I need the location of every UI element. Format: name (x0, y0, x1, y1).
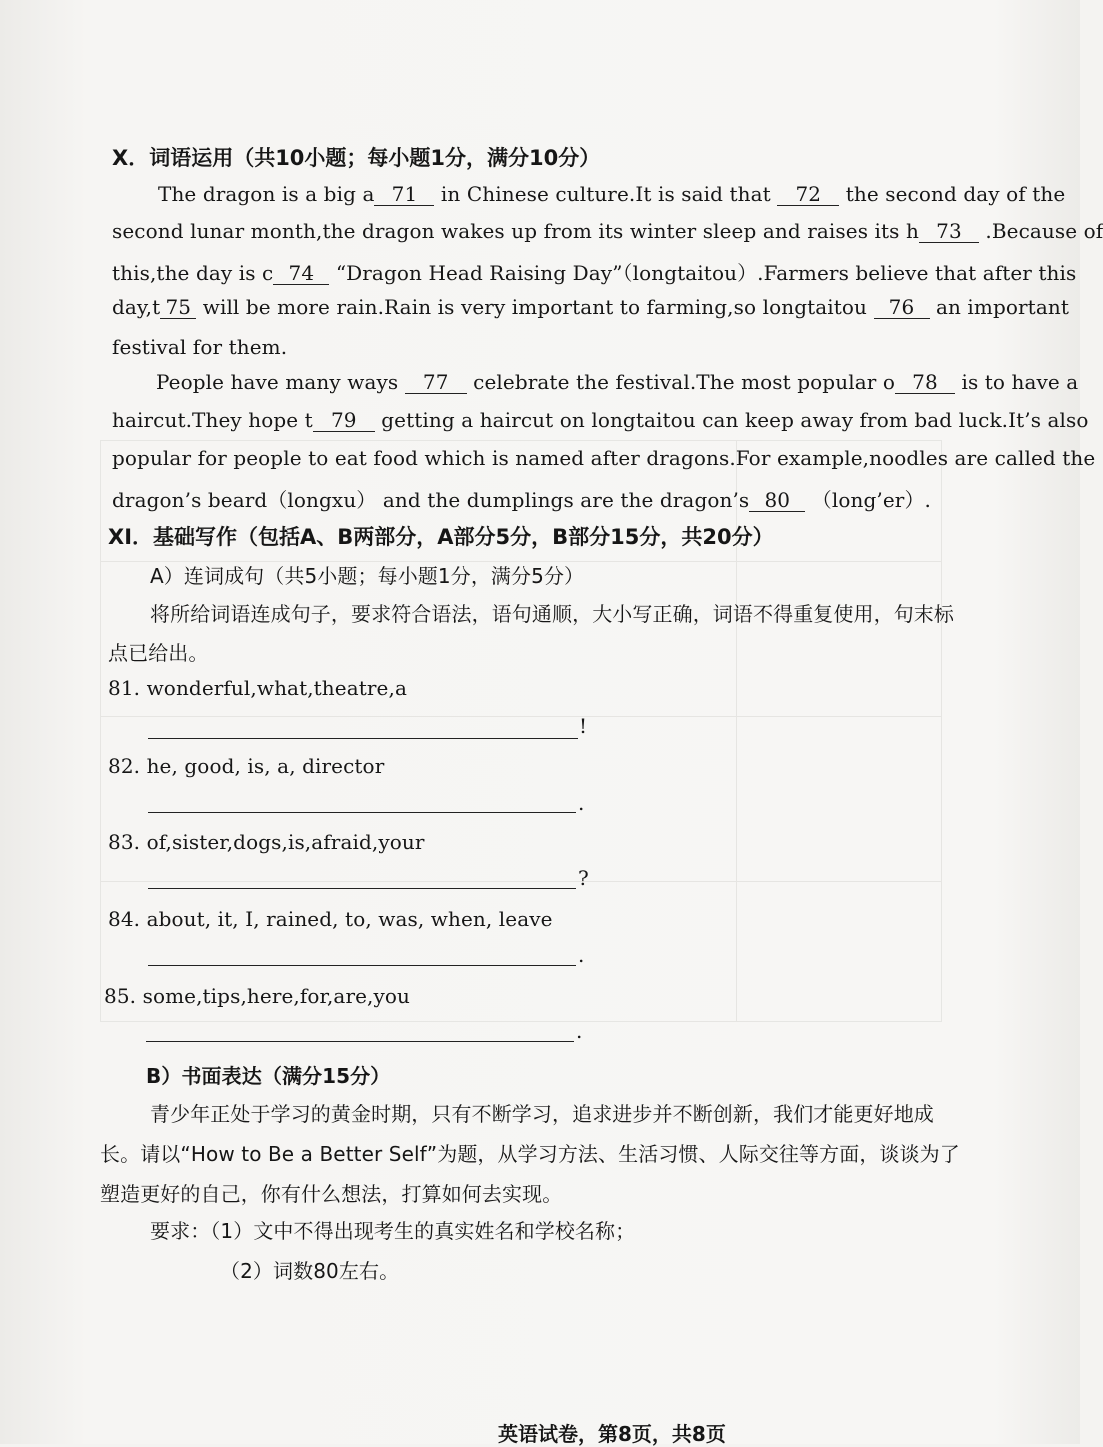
requirements: 要求：（1）文中不得出现考生的真实姓名和学校名称； (150, 1219, 636, 1243)
passage-line: The dragon is a big a 71 in Chinese culture.It is said that 72 the second day of the (158, 182, 1066, 206)
passage-line: this,the day is c 74 “Dragon Head Raising Day”（longtaitou）.Farmers believe that after this (112, 261, 1077, 285)
blank-73[interactable]: 73 (919, 221, 979, 243)
end-punctuation: ! (579, 714, 588, 738)
answer-line-83[interactable] (148, 888, 576, 889)
blank-76[interactable]: 76 (874, 297, 930, 319)
page-footer: 英语试卷，第8页，共8页 (498, 1422, 726, 1446)
blank-75[interactable]: 75 (160, 297, 196, 319)
answer-line-81[interactable] (148, 738, 578, 739)
answer-line-82[interactable] (148, 812, 576, 813)
section-x-heading: X．词语运用（共10小题；每小题1分，满分10分） (112, 146, 601, 170)
end-punctuation: . (578, 943, 585, 967)
requirements: （2）词数80左右。 (220, 1259, 400, 1283)
question-85: 85. some,tips,here,for,are,you (104, 984, 411, 1008)
blank-78[interactable]: 78 (895, 372, 955, 394)
end-punctuation: . (576, 1019, 583, 1043)
question-83: 83. of,sister,dogs,is,afraid,your (108, 830, 425, 854)
blank-79[interactable]: 79 (313, 410, 375, 432)
passage-line: festival for them. (112, 335, 288, 359)
passage-line: People have many ways 77 celebrate the festival.The most popular o 78 is to have a (156, 370, 1079, 394)
part-b-prompt: 塑造更好的自己，你有什么想法，打算如何去实现。 (100, 1182, 563, 1206)
part-b-prompt: 长。请以“How to Be a Better Self”为题，从学习方法、生活习惯、人际交往等方面，谈谈为了 (100, 1142, 960, 1166)
question-81: 81. wonderful,what,theatre,a (108, 676, 407, 700)
blank-77[interactable]: 77 (405, 372, 467, 394)
part-b-prompt: 青少年正处于学习的黄金时期，只有不断学习，追求进步并不断创新，我们才能更好地成 (150, 1102, 934, 1126)
question-84: 84. about, it, I, rained, to, was, when, leave (108, 907, 553, 931)
blank-74[interactable]: 74 (273, 263, 329, 285)
section-xi-heading: XI．基础写作（包括A、B两部分，A部分5分，B部分15分，共20分） (108, 525, 774, 549)
question-82: 82. he, good, is, a, director (108, 754, 385, 778)
blank-72[interactable]: 72 (777, 184, 839, 206)
part-a-title: A）连词成句（共5小题；每小题1分，满分5分） (150, 564, 585, 588)
passage-line: second lunar month,the dragon wakes up from its winter sleep and raises its h 73 .Because of (112, 219, 1103, 243)
answer-line-84[interactable] (148, 965, 576, 966)
blank-80[interactable]: 80 (749, 490, 805, 512)
passage-line: haircut.They hope t 79 getting a haircut on longtaitou can keep away from bad luck.It’s also (112, 408, 1089, 432)
passage-line: popular for people to eat food which is named after dragons.For example,noodles are called the (112, 446, 1096, 470)
passage-line: day,t 75 will be more rain.Rain is very important to farming,so longtaitou 76 an important (112, 295, 1069, 319)
part-a-instruction: 点已给出。 (108, 641, 209, 665)
end-punctuation: . (578, 791, 585, 815)
end-punctuation: ? (578, 866, 589, 890)
part-a-instruction: 将所给词语连成句子，要求符合语法，语句通顺，大小写正确，词语不得重复使用，句末标 (150, 602, 954, 626)
part-b-title: B）书面表达（满分15分） (146, 1064, 391, 1088)
passage-line: dragon’s beard（longxu） and the dumplings are the dragon’s 80 （long’er）. (112, 488, 932, 512)
answer-line-85[interactable] (146, 1041, 574, 1042)
blank-71[interactable]: 71 (374, 184, 434, 206)
